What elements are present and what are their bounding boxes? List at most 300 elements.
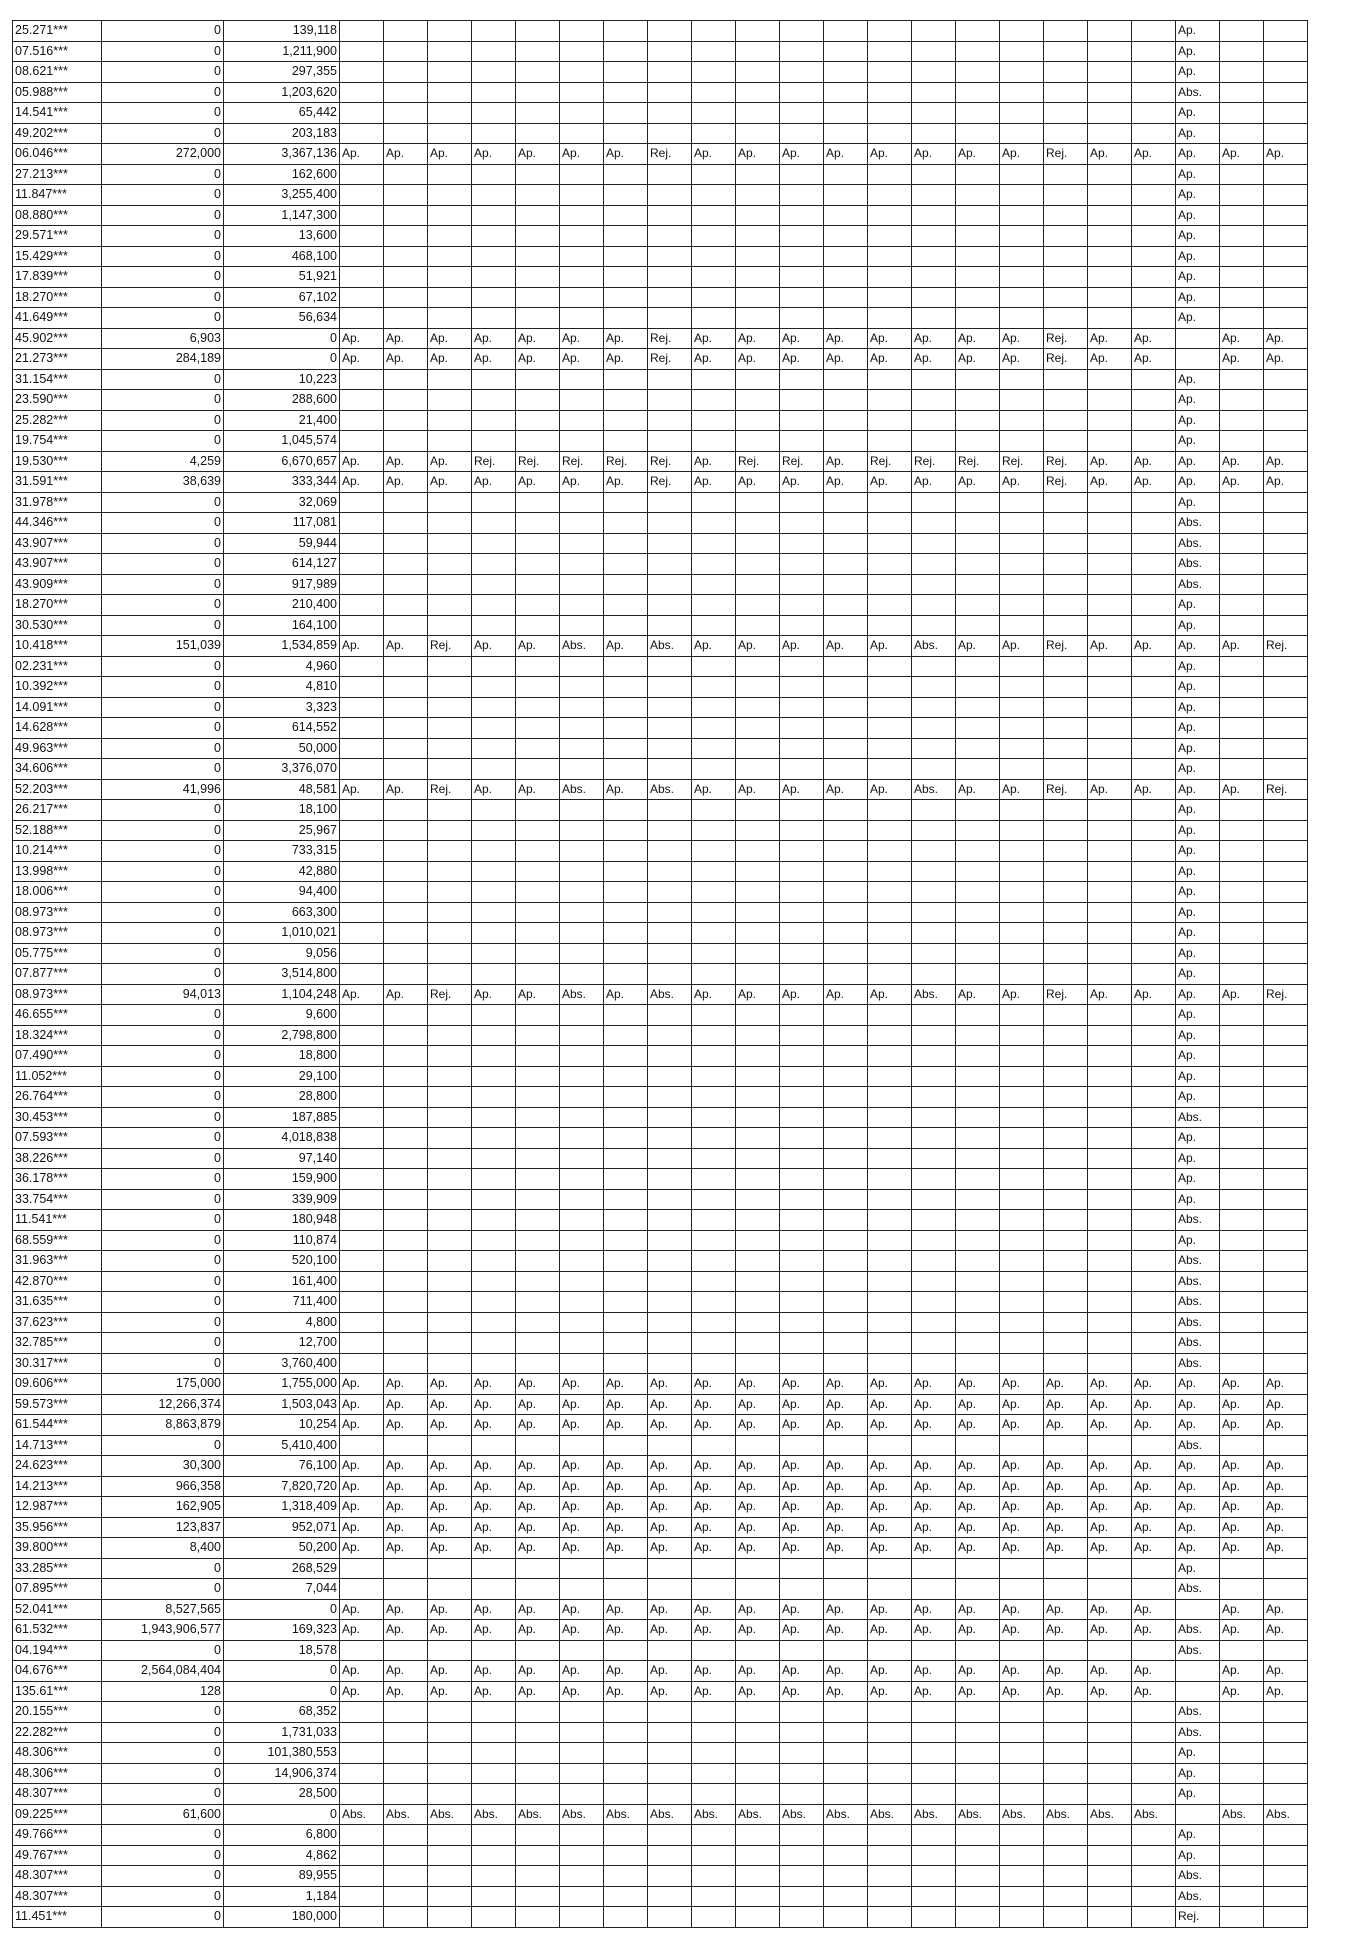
- vote-cell: [1044, 369, 1088, 390]
- vote-cell: [1132, 1722, 1176, 1743]
- vote-cell: Rej.: [1044, 472, 1088, 493]
- shareholder-id-cell: 49.766***: [13, 1825, 102, 1846]
- vote-cell: [340, 205, 384, 226]
- vote-cell: [1264, 308, 1308, 329]
- shares-a-cell: 0: [102, 554, 224, 575]
- shareholder-id-cell: 05.775***: [13, 943, 102, 964]
- vote-cell: [1220, 1210, 1264, 1231]
- vote-cell: [1132, 1886, 1176, 1907]
- vote-cell: Ap.: [516, 349, 560, 370]
- vote-cell: Ap.: [824, 779, 868, 800]
- vote-cell: [472, 62, 516, 83]
- vote-cell: [340, 1312, 384, 1333]
- vote-cell: [384, 1722, 428, 1743]
- vote-cell: [1044, 902, 1088, 923]
- vote-cell: Ap.: [1044, 1661, 1088, 1682]
- vote-cell: [516, 656, 560, 677]
- vote-cell: Rej.: [648, 451, 692, 472]
- vote-cell: Ap.: [824, 1517, 868, 1538]
- vote-cell: Ap.: [1176, 308, 1220, 329]
- vote-cell: [1132, 1005, 1176, 1026]
- shares-b-cell: 10,254: [224, 1415, 340, 1436]
- vote-cell: [340, 1702, 384, 1723]
- shareholder-id-cell: 18.324***: [13, 1025, 102, 1046]
- vote-cell: Ap.: [1176, 144, 1220, 165]
- vote-cell: [956, 123, 1000, 144]
- vote-cell: [384, 1046, 428, 1067]
- vote-cell: Ap.: [1176, 1517, 1220, 1538]
- vote-cell: [1220, 1435, 1264, 1456]
- vote-cell: Ap.: [1000, 1538, 1044, 1559]
- vote-cell: [1176, 349, 1220, 370]
- vote-cell: [912, 1189, 956, 1210]
- vote-cell: [780, 554, 824, 575]
- vote-cell: [736, 185, 780, 206]
- vote-cell: [384, 431, 428, 452]
- vote-cell: [428, 390, 472, 411]
- vote-cell: Ap.: [1176, 226, 1220, 247]
- vote-cell: [1000, 41, 1044, 62]
- vote-cell: Ap.: [384, 636, 428, 657]
- vote-cell: [1088, 1866, 1132, 1887]
- vote-cell: Ap.: [1220, 1661, 1264, 1682]
- vote-cell: [868, 390, 912, 411]
- shareholder-id-cell: 09.225***: [13, 1804, 102, 1825]
- table-row: [13, 1292, 1308, 1313]
- table-row: [13, 636, 1308, 657]
- vote-cell: Ap.: [1264, 1681, 1308, 1702]
- vote-cell: Ap.: [1088, 1517, 1132, 1538]
- vote-cell: [692, 1784, 736, 1805]
- vote-cell: [956, 1292, 1000, 1313]
- vote-cell: [736, 1579, 780, 1600]
- vote-cell: [1264, 1333, 1308, 1354]
- vote-cell: [472, 1907, 516, 1928]
- vote-cell: [1044, 308, 1088, 329]
- vote-cell: [560, 41, 604, 62]
- shares-a-cell: 0: [102, 1025, 224, 1046]
- vote-cell: Ap.: [1176, 1456, 1220, 1477]
- vote-cell: [384, 1866, 428, 1887]
- vote-cell: [472, 1825, 516, 1846]
- vote-cell: [1220, 513, 1264, 534]
- vote-cell: [956, 1907, 1000, 1928]
- vote-cell: [1132, 82, 1176, 103]
- vote-cell: [692, 595, 736, 616]
- table-row: [13, 328, 1308, 349]
- vote-cell: Abs.: [780, 1804, 824, 1825]
- vote-cell: Rej.: [1176, 1907, 1220, 1928]
- vote-cell: [868, 1169, 912, 1190]
- table-row: [13, 677, 1308, 698]
- vote-cell: [692, 1169, 736, 1190]
- vote-cell: [384, 820, 428, 841]
- vote-cell: [560, 861, 604, 882]
- vote-cell: [1000, 882, 1044, 903]
- vote-cell: Rej.: [1044, 779, 1088, 800]
- vote-cell: [428, 369, 472, 390]
- vote-cell: [824, 164, 868, 185]
- table-row: [13, 1907, 1308, 1928]
- vote-cell: [1088, 123, 1132, 144]
- table-row: [13, 1271, 1308, 1292]
- vote-cell: Ap.: [1176, 287, 1220, 308]
- vote-cell: [956, 1702, 1000, 1723]
- shares-a-cell: 0: [102, 1230, 224, 1251]
- vote-cell: [340, 1107, 384, 1128]
- vote-cell: [824, 226, 868, 247]
- vote-cell: [560, 1558, 604, 1579]
- vote-cell: [1000, 205, 1044, 226]
- vote-cell: [560, 1025, 604, 1046]
- vote-cell: [1044, 1866, 1088, 1887]
- vote-cell: [428, 1169, 472, 1190]
- vote-cell: [472, 1251, 516, 1272]
- vote-cell: [1264, 800, 1308, 821]
- vote-cell: Ap.: [516, 1620, 560, 1641]
- vote-cell: [472, 861, 516, 882]
- vote-cell: [560, 1722, 604, 1743]
- vote-cell: Rej.: [604, 451, 648, 472]
- vote-cell: [516, 267, 560, 288]
- vote-cell: [912, 1230, 956, 1251]
- vote-cell: [824, 287, 868, 308]
- vote-cell: Ap.: [560, 1394, 604, 1415]
- vote-cell: [1264, 677, 1308, 698]
- vote-cell: [1264, 554, 1308, 575]
- vote-cell: [1220, 964, 1264, 985]
- vote-cell: [1132, 697, 1176, 718]
- vote-cell: [648, 1640, 692, 1661]
- table-row: [13, 1394, 1308, 1415]
- shares-b-cell: 1,010,021: [224, 923, 340, 944]
- vote-cell: [1132, 308, 1176, 329]
- vote-cell: [1264, 964, 1308, 985]
- vote-cell: [912, 800, 956, 821]
- vote-cell: Ap.: [648, 1415, 692, 1436]
- vote-cell: Ap.: [1176, 718, 1220, 739]
- vote-cell: Ap.: [648, 1661, 692, 1682]
- vote-cell: [912, 1435, 956, 1456]
- vote-cell: [560, 1825, 604, 1846]
- vote-cell: [1220, 410, 1264, 431]
- vote-cell: Ap.: [428, 1599, 472, 1620]
- vote-cell: Ap.: [736, 1681, 780, 1702]
- table-row: [13, 1620, 1308, 1641]
- vote-cell: [428, 1189, 472, 1210]
- vote-cell: Ap.: [1132, 1681, 1176, 1702]
- shares-b-cell: 1,731,033: [224, 1722, 340, 1743]
- vote-cell: [384, 656, 428, 677]
- vote-cell: [1000, 1845, 1044, 1866]
- shares-a-cell: 0: [102, 841, 224, 862]
- vote-cell: Ap.: [1176, 636, 1220, 657]
- vote-cell: [956, 103, 1000, 124]
- vote-cell: [692, 410, 736, 431]
- vote-cell: [1264, 1886, 1308, 1907]
- vote-cell: Ap.: [824, 984, 868, 1005]
- vote-cell: [516, 431, 560, 452]
- vote-cell: [692, 1702, 736, 1723]
- vote-cell: [560, 1066, 604, 1087]
- vote-cell: Abs.: [1176, 1107, 1220, 1128]
- vote-cell: [604, 1743, 648, 1764]
- vote-cell: [824, 1784, 868, 1805]
- vote-cell: [1132, 615, 1176, 636]
- vote-cell: [560, 1107, 604, 1128]
- vote-cell: [692, 267, 736, 288]
- shares-b-cell: 50,000: [224, 738, 340, 759]
- vote-cell: [516, 492, 560, 513]
- vote-cell: [384, 308, 428, 329]
- vote-cell: Ap.: [956, 1394, 1000, 1415]
- vote-cell: [736, 1005, 780, 1026]
- vote-cell: Ap.: [428, 1620, 472, 1641]
- shareholder-id-cell: 22.282***: [13, 1722, 102, 1743]
- vote-cell: [692, 41, 736, 62]
- vote-cell: [1220, 718, 1264, 739]
- vote-cell: [648, 308, 692, 329]
- vote-cell: [956, 800, 1000, 821]
- vote-cell: [824, 882, 868, 903]
- vote-cell: [1220, 882, 1264, 903]
- vote-cell: [516, 82, 560, 103]
- vote-cell: [1220, 492, 1264, 513]
- vote-cell: Ap.: [516, 1497, 560, 1518]
- vote-cell: Ap.: [1176, 246, 1220, 267]
- vote-cell: [1220, 1189, 1264, 1210]
- vote-cell: [648, 1907, 692, 1928]
- shares-a-cell: 0: [102, 1353, 224, 1374]
- vote-cell: [692, 820, 736, 841]
- vote-cell: Ap.: [824, 1415, 868, 1436]
- vote-cell: [736, 1640, 780, 1661]
- vote-cell: Ap.: [1176, 943, 1220, 964]
- table-row: [13, 779, 1308, 800]
- vote-cell: [1132, 123, 1176, 144]
- vote-cell: [1132, 287, 1176, 308]
- vote-cell: [428, 21, 472, 42]
- vote-cell: [472, 1312, 516, 1333]
- shares-a-cell: 0: [102, 1435, 224, 1456]
- vote-cell: [1132, 369, 1176, 390]
- vote-cell: [780, 103, 824, 124]
- vote-cell: [956, 226, 1000, 247]
- vote-cell: [384, 841, 428, 862]
- vote-cell: Ap.: [648, 1497, 692, 1518]
- vote-cell: [604, 369, 648, 390]
- vote-cell: Ap.: [428, 1497, 472, 1518]
- shareholder-id-cell: 14.713***: [13, 1435, 102, 1456]
- vote-cell: Rej.: [1044, 328, 1088, 349]
- vote-cell: [912, 205, 956, 226]
- vote-cell: [1220, 656, 1264, 677]
- vote-cell: [516, 1702, 560, 1723]
- vote-cell: [1264, 62, 1308, 83]
- shares-b-cell: 94,400: [224, 882, 340, 903]
- vote-cell: Ap.: [1176, 267, 1220, 288]
- shares-a-cell: 0: [102, 820, 224, 841]
- vote-cell: [516, 205, 560, 226]
- vote-cell: [824, 1292, 868, 1313]
- vote-cell: [648, 287, 692, 308]
- vote-cell: Ap.: [1176, 738, 1220, 759]
- vote-cell: Ap.: [1220, 1538, 1264, 1559]
- vote-cell: Ap.: [1220, 1394, 1264, 1415]
- vote-cell: [648, 390, 692, 411]
- vote-cell: Ap.: [824, 1620, 868, 1641]
- shares-a-cell: 8,400: [102, 1538, 224, 1559]
- vote-cell: [428, 1763, 472, 1784]
- vote-cell: [604, 1763, 648, 1784]
- vote-cell: Ap.: [560, 1620, 604, 1641]
- vote-cell: [472, 267, 516, 288]
- vote-cell: [1044, 1169, 1088, 1190]
- vote-cell: [428, 164, 472, 185]
- shares-a-cell: 0: [102, 800, 224, 821]
- vote-cell: [1000, 697, 1044, 718]
- vote-cell: [692, 533, 736, 554]
- vote-cell: [1088, 800, 1132, 821]
- vote-cell: [780, 62, 824, 83]
- vote-cell: [736, 1845, 780, 1866]
- vote-cell: Ap.: [956, 349, 1000, 370]
- vote-cell: Ap.: [384, 328, 428, 349]
- vote-cell: [956, 533, 1000, 554]
- vote-cell: [736, 1046, 780, 1067]
- vote-cell: [868, 902, 912, 923]
- vote-cell: Ap.: [1044, 1620, 1088, 1641]
- vote-cell: [780, 123, 824, 144]
- vote-cell: [956, 1087, 1000, 1108]
- shares-b-cell: 1,184: [224, 1886, 340, 1907]
- vote-cell: [1000, 1025, 1044, 1046]
- vote-cell: Ap.: [736, 779, 780, 800]
- vote-cell: [1088, 492, 1132, 513]
- vote-cell: Ap.: [1220, 1497, 1264, 1518]
- vote-cell: [560, 1128, 604, 1149]
- shares-a-cell: 12,266,374: [102, 1394, 224, 1415]
- vote-cell: [472, 1148, 516, 1169]
- vote-cell: [1264, 226, 1308, 247]
- vote-cell: [472, 1087, 516, 1108]
- vote-cell: Abs.: [1176, 1886, 1220, 1907]
- vote-cell: [1132, 1558, 1176, 1579]
- vote-cell: Ap.: [780, 636, 824, 657]
- vote-cell: [384, 677, 428, 698]
- vote-cell: [1132, 1046, 1176, 1067]
- vote-cell: [824, 697, 868, 718]
- vote-cell: [912, 554, 956, 575]
- vote-cell: [384, 1210, 428, 1231]
- vote-cell: [560, 1886, 604, 1907]
- vote-cell: Ap.: [1000, 1456, 1044, 1477]
- vote-cell: [780, 1087, 824, 1108]
- vote-cell: [472, 656, 516, 677]
- vote-cell: [1044, 1210, 1088, 1231]
- vote-cell: [516, 62, 560, 83]
- vote-cell: [560, 841, 604, 862]
- vote-cell: [868, 492, 912, 513]
- vote-cell: Abs.: [1176, 1579, 1220, 1600]
- vote-cell: [516, 308, 560, 329]
- vote-cell: [604, 1845, 648, 1866]
- vote-cell: [1264, 861, 1308, 882]
- vote-cell: Ap.: [516, 1476, 560, 1497]
- vote-cell: [1088, 1189, 1132, 1210]
- vote-cell: [1088, 1025, 1132, 1046]
- vote-cell: [1220, 861, 1264, 882]
- vote-cell: [868, 738, 912, 759]
- vote-cell: [1000, 410, 1044, 431]
- vote-cell: Abs.: [1176, 82, 1220, 103]
- vote-cell: Ap.: [736, 1415, 780, 1436]
- vote-cell: [1132, 1230, 1176, 1251]
- vote-cell: [1176, 1661, 1220, 1682]
- vote-cell: Abs.: [824, 1804, 868, 1825]
- vote-cell: Ap.: [340, 472, 384, 493]
- vote-cell: [824, 1066, 868, 1087]
- vote-cell: [1264, 1107, 1308, 1128]
- vote-cell: [824, 1763, 868, 1784]
- vote-cell: [1044, 164, 1088, 185]
- vote-cell: [560, 62, 604, 83]
- vote-cell: Ap.: [692, 1374, 736, 1395]
- vote-cell: [428, 62, 472, 83]
- vote-cell: [780, 759, 824, 780]
- vote-cell: [1264, 697, 1308, 718]
- vote-cell: [1044, 738, 1088, 759]
- vote-cell: [516, 820, 560, 841]
- vote-cell: [692, 1558, 736, 1579]
- vote-cell: [912, 1046, 956, 1067]
- shares-a-cell: 0: [102, 697, 224, 718]
- shares-a-cell: 8,863,879: [102, 1415, 224, 1436]
- vote-cell: [692, 1046, 736, 1067]
- vote-cell: [1264, 1189, 1308, 1210]
- vote-cell: [1000, 287, 1044, 308]
- vote-cell: [736, 718, 780, 739]
- vote-cell: [560, 882, 604, 903]
- vote-cell: [1044, 513, 1088, 534]
- vote-cell: [604, 1025, 648, 1046]
- shares-b-cell: 917,989: [224, 574, 340, 595]
- vote-cell: [604, 103, 648, 124]
- vote-cell: [1088, 62, 1132, 83]
- vote-cell: [1264, 1722, 1308, 1743]
- table-row: [13, 759, 1308, 780]
- vote-cell: [428, 103, 472, 124]
- vote-cell: [956, 205, 1000, 226]
- vote-cell: [1220, 267, 1264, 288]
- vote-cell: Ap.: [1000, 1497, 1044, 1518]
- vote-cell: [1132, 410, 1176, 431]
- vote-cell: [1264, 164, 1308, 185]
- vote-cell: Abs.: [1176, 1271, 1220, 1292]
- vote-cell: [340, 103, 384, 124]
- vote-cell: [472, 185, 516, 206]
- vote-cell: Ap.: [1088, 1497, 1132, 1518]
- vote-cell: [1088, 943, 1132, 964]
- shares-a-cell: 0: [102, 615, 224, 636]
- vote-cell: [824, 1128, 868, 1149]
- vote-cell: [1044, 1333, 1088, 1354]
- vote-cell: [824, 759, 868, 780]
- vote-cell: [956, 185, 1000, 206]
- vote-cell: Ap.: [1088, 1476, 1132, 1497]
- vote-cell: [472, 554, 516, 575]
- vote-cell: [428, 841, 472, 862]
